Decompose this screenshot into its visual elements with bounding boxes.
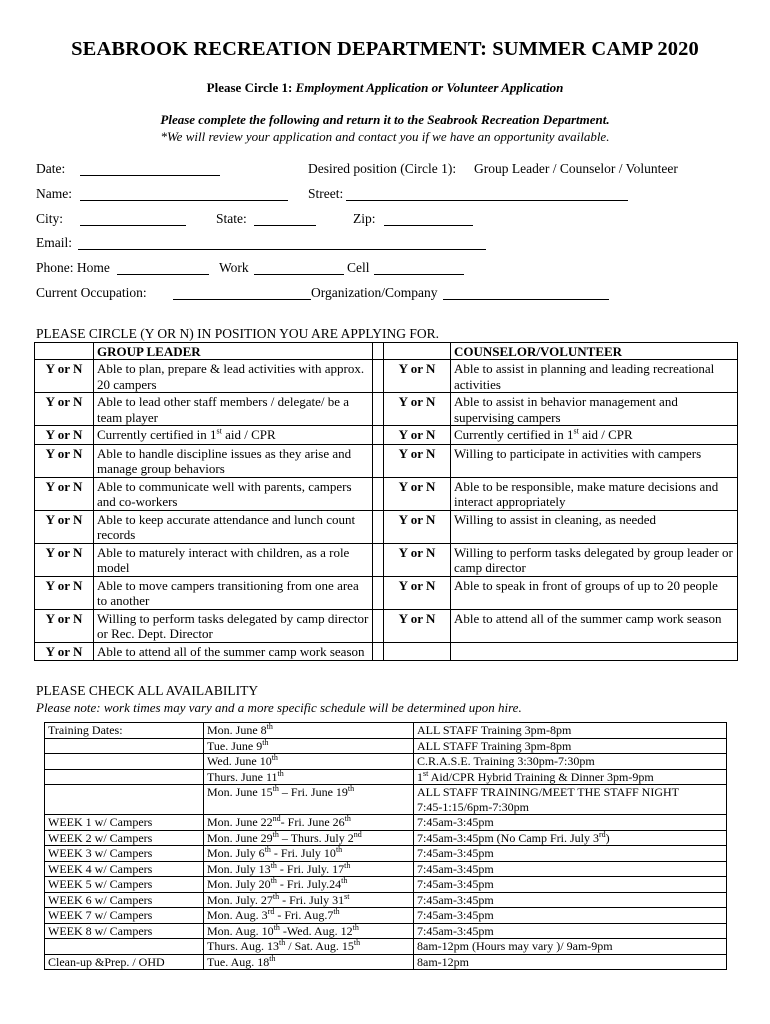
availability-time: ALL STAFF TRAINING/MEET THE STAFF NIGHT 7:45-1:15/6pm-7:30pm — [414, 785, 727, 815]
form-title: SEABROOK RECREATION DEPARTMENT: SUMMER CAMP 2020 — [71, 38, 699, 60]
availability-label — [45, 785, 204, 815]
positions-table — [34, 342, 738, 661]
group-leader-requirement: Able to keep accurate attendance and lunch count records — [94, 510, 373, 543]
availability-row[interactable] — [45, 815, 727, 831]
position-row — [35, 444, 738, 477]
availability-date: Mon. July. 27th - Fri. July 31st — [204, 892, 414, 908]
occupation-label: Current Occupation: — [36, 285, 147, 300]
counselor-yn-choice[interactable]: Y or N — [384, 510, 451, 543]
date-field[interactable] — [80, 162, 220, 176]
counselor-requirement: Willing to perform tasks delegated by group leader or camp director — [451, 543, 738, 576]
availability-time: 7:45am-3:45pm — [414, 861, 727, 877]
availability-label — [45, 769, 204, 785]
availability-row[interactable] — [45, 785, 727, 815]
position-row — [35, 477, 738, 510]
counselor-requirement: Willing to participate in activities with campers — [451, 444, 738, 477]
position-row — [35, 609, 738, 642]
availability-time: 8am-12pm — [414, 954, 727, 970]
availability-time-extra: 7:45-1:15/6pm-7:30pm — [417, 799, 529, 814]
availability-time: 7:45am-3:45pm — [414, 877, 727, 893]
availability-row[interactable] — [45, 769, 727, 785]
organization-label: Organization/Company — [311, 285, 438, 300]
zip-label: Zip: — [353, 211, 376, 226]
counselor-requirement: Willing to assist in cleaning, as needed — [451, 510, 738, 543]
counselor-yn-choice[interactable]: Y or N — [384, 576, 451, 609]
availability-date: Mon. July 20th - Fri. July.24th — [204, 877, 414, 893]
availability-time: 7:45am-3:45pm — [414, 815, 727, 831]
state-label: State: — [216, 211, 247, 226]
availability-date: Tue. June 9th — [204, 738, 414, 754]
group-leader-yn-choice[interactable]: Y or N — [35, 444, 94, 477]
counselor-requirement: Able to assist in planning and leading recreational activities — [451, 360, 738, 393]
group-leader-requirement: Currently certified in 1st aid / CPR — [94, 426, 373, 445]
availability-note: Please note: work times may vary and a more specific schedule will be determined upon hire. — [36, 700, 522, 715]
group-leader-requirement: Able to plan, prepare & lead activities with approx. 20 campers — [94, 360, 373, 393]
availability-date: Wed. June 10th — [204, 754, 414, 770]
counselor-yn-choice — [384, 642, 451, 661]
availability-label: WEEK 6 w/ Campers — [45, 892, 204, 908]
occupation-field[interactable] — [173, 286, 311, 300]
counselor-yn-choice[interactable]: Y or N — [384, 477, 451, 510]
circle-prefix: Please Circle 1: — [206, 80, 296, 95]
availability-date: Mon. July 13th - Fri. July. 17th — [204, 861, 414, 877]
availability-row[interactable] — [45, 954, 727, 970]
name-label: Name: — [36, 186, 72, 201]
availability-time: ALL STAFF Training 3pm-8pm — [414, 723, 727, 739]
date-label: Date: — [36, 161, 66, 176]
availability-row[interactable] — [45, 923, 727, 939]
availability-time: C.R.A.S.E. Training 3:30pm-7:30pm — [414, 754, 727, 770]
availability-time: ALL STAFF Training 3pm-8pm — [414, 738, 727, 754]
availability-label: WEEK 5 w/ Campers — [45, 877, 204, 893]
availability-time: 7:45am-3:45pm — [414, 923, 727, 939]
availability-label: WEEK 4 w/ Campers — [45, 861, 204, 877]
availability-date: Mon. June 8th — [204, 723, 414, 739]
availability-row[interactable] — [45, 846, 727, 862]
position-row — [35, 576, 738, 609]
group-leader-requirement: Able to move campers transitioning from one area to another — [94, 576, 373, 609]
counselor-requirement: Able to attend all of the summer camp work season — [451, 609, 738, 642]
group-leader-header: GROUP LEADER — [94, 343, 373, 360]
counselor-yn-choice[interactable]: Y or N — [384, 426, 451, 445]
email-label: Email: — [36, 235, 72, 250]
availability-time: 7:45am-3:45pm — [414, 908, 727, 924]
phone-cell-field[interactable] — [374, 261, 464, 275]
group-leader-requirement: Able to handle discipline issues as they arise and manage group behaviors — [94, 444, 373, 477]
group-leader-requirement: Able to attend all of the summer camp work season — [94, 642, 373, 661]
phone-home-label: Phone: Home — [36, 260, 110, 275]
counselor-volunteer-header: COUNSELOR/VOLUNTEER — [451, 343, 738, 360]
availability-date: Thurs. Aug. 13th / Sat. Aug. 15th — [204, 939, 414, 955]
email-field[interactable] — [78, 236, 486, 250]
availability-time: 7:45am-3:45pm (No Camp Fri. July 3rd) — [414, 830, 727, 846]
availability-label: WEEK 1 w/ Campers — [45, 815, 204, 831]
instruction-return: Please complete the following and return it to the Seabrook Recreation Department. — [160, 112, 610, 127]
positions-instruction: PLEASE CIRCLE (Y OR N) IN POSITION YOU ARE APPLYING FOR. — [36, 326, 440, 341]
group-leader-yn-choice[interactable]: Y or N — [35, 393, 94, 426]
desired-position-label: Desired position (Circle 1): — [308, 161, 457, 176]
state-field[interactable] — [254, 212, 316, 226]
counselor-requirement: Able to speak in front of groups of up to 20 people — [451, 576, 738, 609]
counselor-yn-choice[interactable]: Y or N — [384, 609, 451, 642]
availability-label: WEEK 2 w/ Campers — [45, 830, 204, 846]
availability-row[interactable] — [45, 908, 727, 924]
counselor-requirement — [451, 642, 738, 661]
position-row — [35, 642, 738, 661]
availability-date: Tue. Aug. 18th — [204, 954, 414, 970]
city-label: City: — [36, 211, 64, 226]
counselor-yn-choice[interactable]: Y or N — [384, 543, 451, 576]
circle-instruction — [0, 80, 770, 96]
position-row — [35, 543, 738, 576]
group-leader-yn-choice[interactable]: Y or N — [35, 543, 94, 576]
availability-time: 1st Aid/CPR Hybrid Training & Dinner 3pm-9pm — [414, 769, 727, 785]
group-leader-yn-choice[interactable]: Y or N — [35, 510, 94, 543]
phone-cell-label: Cell — [347, 260, 370, 275]
group-leader-yn-choice[interactable]: Y or N — [35, 642, 94, 661]
availability-date: Thurs. June 11th — [204, 769, 414, 785]
city-field[interactable] — [80, 212, 186, 226]
availability-date: Mon. June 29th – Thurs. July 2nd — [204, 830, 414, 846]
group-leader-requirement: Able to communicate well with parents, campers and co-workers — [94, 477, 373, 510]
availability-label: Clean-up &Prep. / OHD — [45, 954, 204, 970]
group-leader-requirement: Able to lead other staff members / delegate/ be a team player — [94, 393, 373, 426]
availability-date: Mon. June 22nd- Fri. June 26th — [204, 815, 414, 831]
counselor-yn-choice[interactable]: Y or N — [384, 444, 451, 477]
street-label: Street: — [308, 186, 344, 201]
counselor-yn-choice[interactable]: Y or N — [384, 393, 451, 426]
street-field[interactable] — [346, 187, 628, 201]
availability-row[interactable] — [45, 830, 727, 846]
availability-date: Mon. June 15th – Fri. June 19th — [204, 785, 414, 815]
counselor-requirement: Able to assist in behavior management and supervising campers — [451, 393, 738, 426]
group-leader-requirement: Willing to perform tasks delegated by camp director or Rec. Dept. Director — [94, 609, 373, 642]
counselor-requirement: Currently certified in 1st aid / CPR — [451, 426, 738, 445]
instruction-review: *We will review your application and contact you if we have an opportunity available. — [160, 129, 610, 144]
group-leader-yn-choice[interactable]: Y or N — [35, 426, 94, 445]
availability-row[interactable] — [45, 754, 727, 770]
availability-table — [44, 722, 727, 970]
availability-label — [45, 738, 204, 754]
desired-position-options[interactable]: Group Leader / Counselor / Volunteer — [474, 161, 678, 176]
name-field[interactable] — [80, 187, 288, 201]
availability-label — [45, 939, 204, 955]
counselor-requirement: Able to be responsible, make mature decisions and interact appropriately — [451, 477, 738, 510]
group-leader-yn-choice[interactable]: Y or N — [35, 360, 94, 393]
group-leader-yn-choice[interactable]: Y or N — [35, 477, 94, 510]
availability-date: Mon. July 6th - Fri. July 10th — [204, 846, 414, 862]
availability-label: WEEK 8 w/ Campers — [45, 923, 204, 939]
counselor-yn-choice[interactable]: Y or N — [384, 360, 451, 393]
position-row — [35, 510, 738, 543]
availability-time: 7:45am-3:45pm — [414, 892, 727, 908]
availability-row[interactable] — [45, 939, 727, 955]
phone-work-label: Work — [219, 260, 249, 275]
availability-date: Mon. Aug. 10th -Wed. Aug. 12th — [204, 923, 414, 939]
availability-row[interactable] — [45, 892, 727, 908]
availability-time: 7:45am-3:45pm — [414, 846, 727, 862]
availability-row[interactable] — [45, 723, 727, 739]
positions-header-row — [35, 343, 738, 360]
availability-row[interactable] — [45, 738, 727, 754]
availability-heading: PLEASE CHECK ALL AVAILABILITY — [36, 683, 259, 698]
availability-label: WEEK 3 w/ Campers — [45, 846, 204, 862]
availability-row[interactable] — [45, 877, 727, 893]
group-leader-yn-choice[interactable]: Y or N — [35, 609, 94, 642]
group-leader-requirement: Able to maturely interact with children, as a role model — [94, 543, 373, 576]
organization-field[interactable] — [443, 286, 609, 300]
availability-label: Training Dates: — [45, 723, 204, 739]
position-row — [35, 426, 738, 445]
group-leader-yn-choice[interactable]: Y or N — [35, 576, 94, 609]
availability-label — [45, 754, 204, 770]
availability-row[interactable] — [45, 861, 727, 877]
phone-work-field[interactable] — [254, 261, 344, 275]
position-row — [35, 393, 738, 426]
availability-label: WEEK 7 w/ Campers — [45, 908, 204, 924]
zip-field[interactable] — [384, 212, 473, 226]
availability-time: 8am-12pm (Hours may vary )/ 9am-9pm — [414, 939, 727, 955]
availability-date: Mon. Aug. 3rd - Fri. Aug.7th — [204, 908, 414, 924]
circle-options: Employment Application or Volunteer Application — [295, 80, 564, 95]
phone-home-field[interactable] — [117, 261, 209, 275]
position-row — [35, 360, 738, 393]
